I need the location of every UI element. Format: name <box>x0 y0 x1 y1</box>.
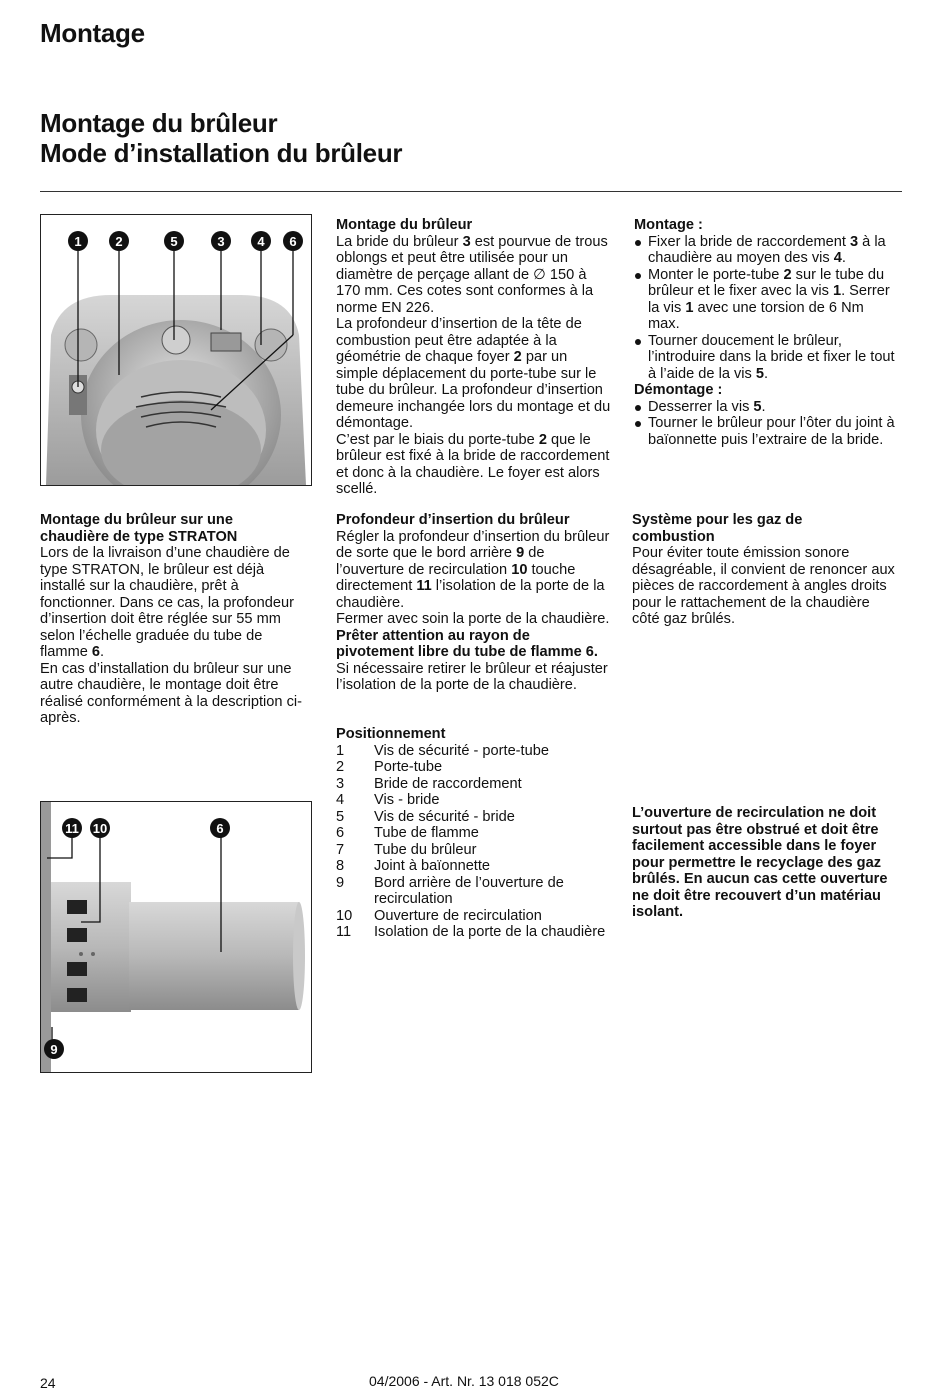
burner-flange-illustration <box>41 215 311 485</box>
position-label: Tube de flamme <box>374 825 479 841</box>
demontage-heading: Démontage : <box>634 382 723 398</box>
position-label: Vis de sécurité - bride <box>374 808 515 825</box>
header-divider <box>40 191 902 192</box>
callout-6: 6 <box>210 818 230 838</box>
positions-list <box>336 743 611 941</box>
section-heading: Montage du brûleur <box>336 217 473 233</box>
position-label: Isolation de la porte de la chaudière <box>374 924 606 940</box>
position-label: Tube du brûleur <box>374 841 477 858</box>
position-label: Vis - bride <box>374 792 440 808</box>
callout-11: 11 <box>62 818 82 838</box>
list-item: Desserrer la vis 5. <box>634 399 896 416</box>
callout-1: 1 <box>68 231 88 251</box>
positions-section <box>336 726 611 941</box>
position-number: 8 <box>336 858 345 874</box>
positions-heading: Positionnement <box>336 726 446 742</box>
flame-tube-illustration <box>41 802 311 1072</box>
burner-flange-figure <box>40 214 312 486</box>
mounting-steps-section <box>634 217 896 448</box>
paragraph: Régler la profondeur d’insertion du brûleur de sorte que le bord arrière 9 de l’ouverture de recirculation 10 touche directement 11 l’isolation de la porte de la chaudière. <box>336 528 610 611</box>
paragraph: En cas d’installation du brûleur sur une autre chaudière, le montage doit être réalisé conformément à la description ci-après. <box>40 660 302 726</box>
straton-section <box>40 512 312 727</box>
list-item: Fixer la bride de raccordement 3 à la chaudière au moyen des vis 4. <box>634 234 896 267</box>
paragraph: La bride du brûleur 3 est pourvue de trous oblongs et peut être utilisée pour un diamètre de perçage allant de ∅ 150 à 170 mm. Ces cotes sont conformes à la norme EN 226. <box>336 233 608 316</box>
position-number: 7 <box>336 841 345 858</box>
recirculation-warning: L’ouverture de recirculation ne doit surtout pas être obstrué et doit être facilement accessible dans le foyer pour permettre le recyclage des gaz brûlés. En aucun cas cette ouverture ne doit être recouvert d’un matériau isolant. <box>632 805 888 920</box>
montage-heading: Montage : <box>634 217 703 233</box>
section-title: Montage <box>40 18 145 48</box>
position-label: Vis de sécurité - porte-tube <box>374 742 549 759</box>
insertion-depth-section <box>336 512 611 694</box>
burner-mounting-section <box>336 217 611 498</box>
section-heading: Montage du brûleur sur une chaudière de type STRATON <box>40 512 238 545</box>
list-item: Tourner doucement le brûleur, l’introduire dans la bride et fixer le tout à l’aide de la vis 5. <box>634 333 896 383</box>
paragraph: Lors de la livraison d’une chaudière de type STRATON, le brûleur est déjà installé sur la chaudière, prêt à fonctionner. Dans ce cas, la profondeur d’insertion doit être réglée sur 55 mm selon l’échelle graduée du tube de flamme 6. <box>40 545 294 660</box>
paragraph: C’est par le biais du porte-tube 2 que le brûleur est fixé à la bride de raccordement et donc à la chaudière. Le foyer est alors scellé. <box>336 431 610 497</box>
paragraph: La profondeur d’insertion de la tête de combustion peut être adaptée à la géométrie de chaque foyer 2 par un simple déplacement du porte-tube sur le tube du brûleur. La profondeur d’insertion demeure inchangée lors du montage et du démontage. <box>336 316 611 431</box>
position-label: Porte-tube <box>374 759 443 775</box>
paragraph: Fermer avec soin la porte de la chaudière. Prêter attention au rayon de pivotement libre du tube de flamme 6. Si nécessaire retirer le brûleur et réajuster l’isolation de la porte de la chaudière. <box>336 611 610 693</box>
document-reference: 04/2006 - Art. Nr. 13 018 052C <box>369 1373 559 1389</box>
callout-10: 10 <box>90 818 110 838</box>
list-item: Monter le porte-tube 2 sur le tube du brûleur et le fixer avec la vis 1. Serrer la vis 1 avec une torsion de 6 Nm max. <box>634 267 896 333</box>
callout-6: 6 <box>283 231 303 251</box>
callout-4: 4 <box>251 231 271 251</box>
flame-tube-figure <box>40 801 312 1073</box>
position-number: 2 <box>336 759 345 775</box>
position-label: Bord arrière de l’ouverture de recirculation <box>374 874 564 907</box>
list-item: Tourner le brûleur pour l’ôter du joint à baïonnette puis l’extraire de la bride. <box>634 415 896 448</box>
page-number: 24 <box>40 1375 56 1391</box>
section-heading: Profondeur d’insertion du brûleur <box>336 512 570 528</box>
position-number: 3 <box>336 775 345 792</box>
callout-9: 9 <box>44 1039 64 1059</box>
position-label: Bride de raccordement <box>374 775 522 792</box>
page-title <box>40 108 402 168</box>
position-number: 9 <box>336 874 345 891</box>
position-number: 6 <box>336 825 345 841</box>
position-number: 4 <box>336 792 345 808</box>
position-number: 11 <box>336 924 352 940</box>
page-title-line1: Montage du brûleur <box>40 108 278 138</box>
callout-2: 2 <box>109 231 129 251</box>
position-label: Ouverture de recirculation <box>374 907 542 924</box>
flue-gas-section <box>632 512 900 628</box>
position-number: 10 <box>336 907 353 924</box>
callout-5: 5 <box>164 231 184 251</box>
page-title-line2: Mode d’installation du brûleur <box>40 138 403 168</box>
position-number: 5 <box>336 808 345 825</box>
position-number: 1 <box>336 742 345 759</box>
section-heading: Système pour les gaz de combustion <box>632 512 803 545</box>
position-label: Joint à baïonnette <box>374 858 491 874</box>
callout-3: 3 <box>211 231 231 251</box>
paragraph: Pour éviter toute émission sonore désagréable, il convient de renoncer aux pièces de raccordement à angles droits pour le rattachement de la chaudière côté gaz brûlés. <box>632 545 895 627</box>
